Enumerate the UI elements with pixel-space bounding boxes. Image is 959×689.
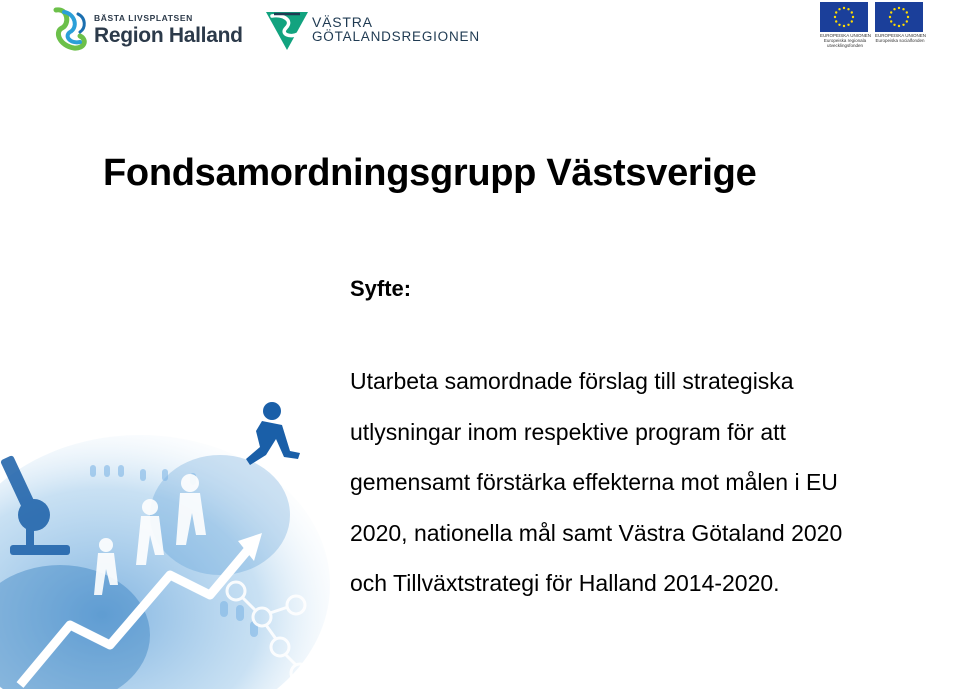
- eu-caption-line: utvecklingsfonden: [826, 43, 864, 48]
- purpose-line: 2020, nationella mål samt Västra Götaland 2020: [350, 519, 843, 546]
- eu-star-icon: [843, 25, 845, 27]
- purpose-line: och Tillväxtstrategi för Halland 2014-2020.: [350, 570, 780, 597]
- eu-star-icon: [889, 16, 891, 18]
- vastra-gotalandsregionen-logo: [264, 8, 480, 52]
- region-halland-logo: [50, 6, 250, 52]
- eu-flag-caption: [820, 33, 870, 48]
- eu-star-icon: [902, 8, 904, 10]
- purpose-line: gemensamt förstärka effekterna mot målen i EU: [350, 469, 838, 496]
- runner-icon: [246, 402, 300, 465]
- eu-star-icon: [898, 25, 900, 27]
- eu-star-icon: [890, 11, 892, 13]
- eu-star-icon: [907, 16, 909, 18]
- eu-flag-icon: [820, 2, 868, 32]
- purpose-body: [350, 356, 955, 609]
- eu-star-icon: [851, 11, 853, 13]
- eu-caption-line: Europeiska socialfonden: [875, 38, 925, 43]
- eu-star-icon: [906, 11, 908, 13]
- eu-star-icon: [851, 20, 853, 22]
- eu-caption-line: EUROPEISKA UNIONEN: [875, 33, 927, 38]
- growth-illustration: [0, 395, 330, 689]
- eu-star-icon: [835, 20, 837, 22]
- purpose-line: utlysningar inom respektive program för att: [350, 418, 786, 445]
- eu-star-icon: [906, 20, 908, 22]
- vgr-mark-icon: [264, 8, 310, 52]
- eu-star-icon: [847, 8, 849, 10]
- region-halland-tagline: BÄSTA LIVSPLATSEN: [94, 13, 193, 23]
- eu-caption-line: EUROPEISKA UNIONEN: [820, 33, 872, 38]
- eu-flag-caption: [875, 33, 925, 43]
- eu-star-icon: [893, 8, 895, 10]
- purpose-label: Syfte:: [350, 276, 412, 301]
- eu-star-icon: [838, 8, 840, 10]
- eu-star-icon: [898, 7, 900, 9]
- vgr-name-line1: VÄSTRA: [312, 14, 373, 30]
- vgr-name-line2: GÖTALANDSREGIONEN: [312, 29, 480, 44]
- eu-caption-line: Europeiska regionala: [823, 38, 867, 43]
- eu-regional-fund-logo: [820, 2, 872, 48]
- eu-star-icon: [890, 20, 892, 22]
- eu-star-icon: [838, 24, 840, 26]
- eu-star-icon: [835, 11, 837, 13]
- eu-star-icon: [902, 24, 904, 26]
- page-title: Fondsamordningsgrupp Västsverige: [103, 152, 757, 194]
- eu-star-icon: [852, 16, 854, 18]
- eu-social-fund-logo: [875, 2, 925, 44]
- eu-star-icon: [834, 16, 836, 18]
- eu-flag-icon: [875, 2, 923, 32]
- eu-star-icon: [893, 24, 895, 26]
- region-halland-mark-icon: [50, 6, 92, 52]
- region-halland-name: Region Halland: [94, 24, 243, 47]
- eu-star-icon: [843, 7, 845, 9]
- eu-star-icon: [847, 24, 849, 26]
- purpose-line: Utarbeta samordnade förslag till strategiska: [350, 368, 794, 394]
